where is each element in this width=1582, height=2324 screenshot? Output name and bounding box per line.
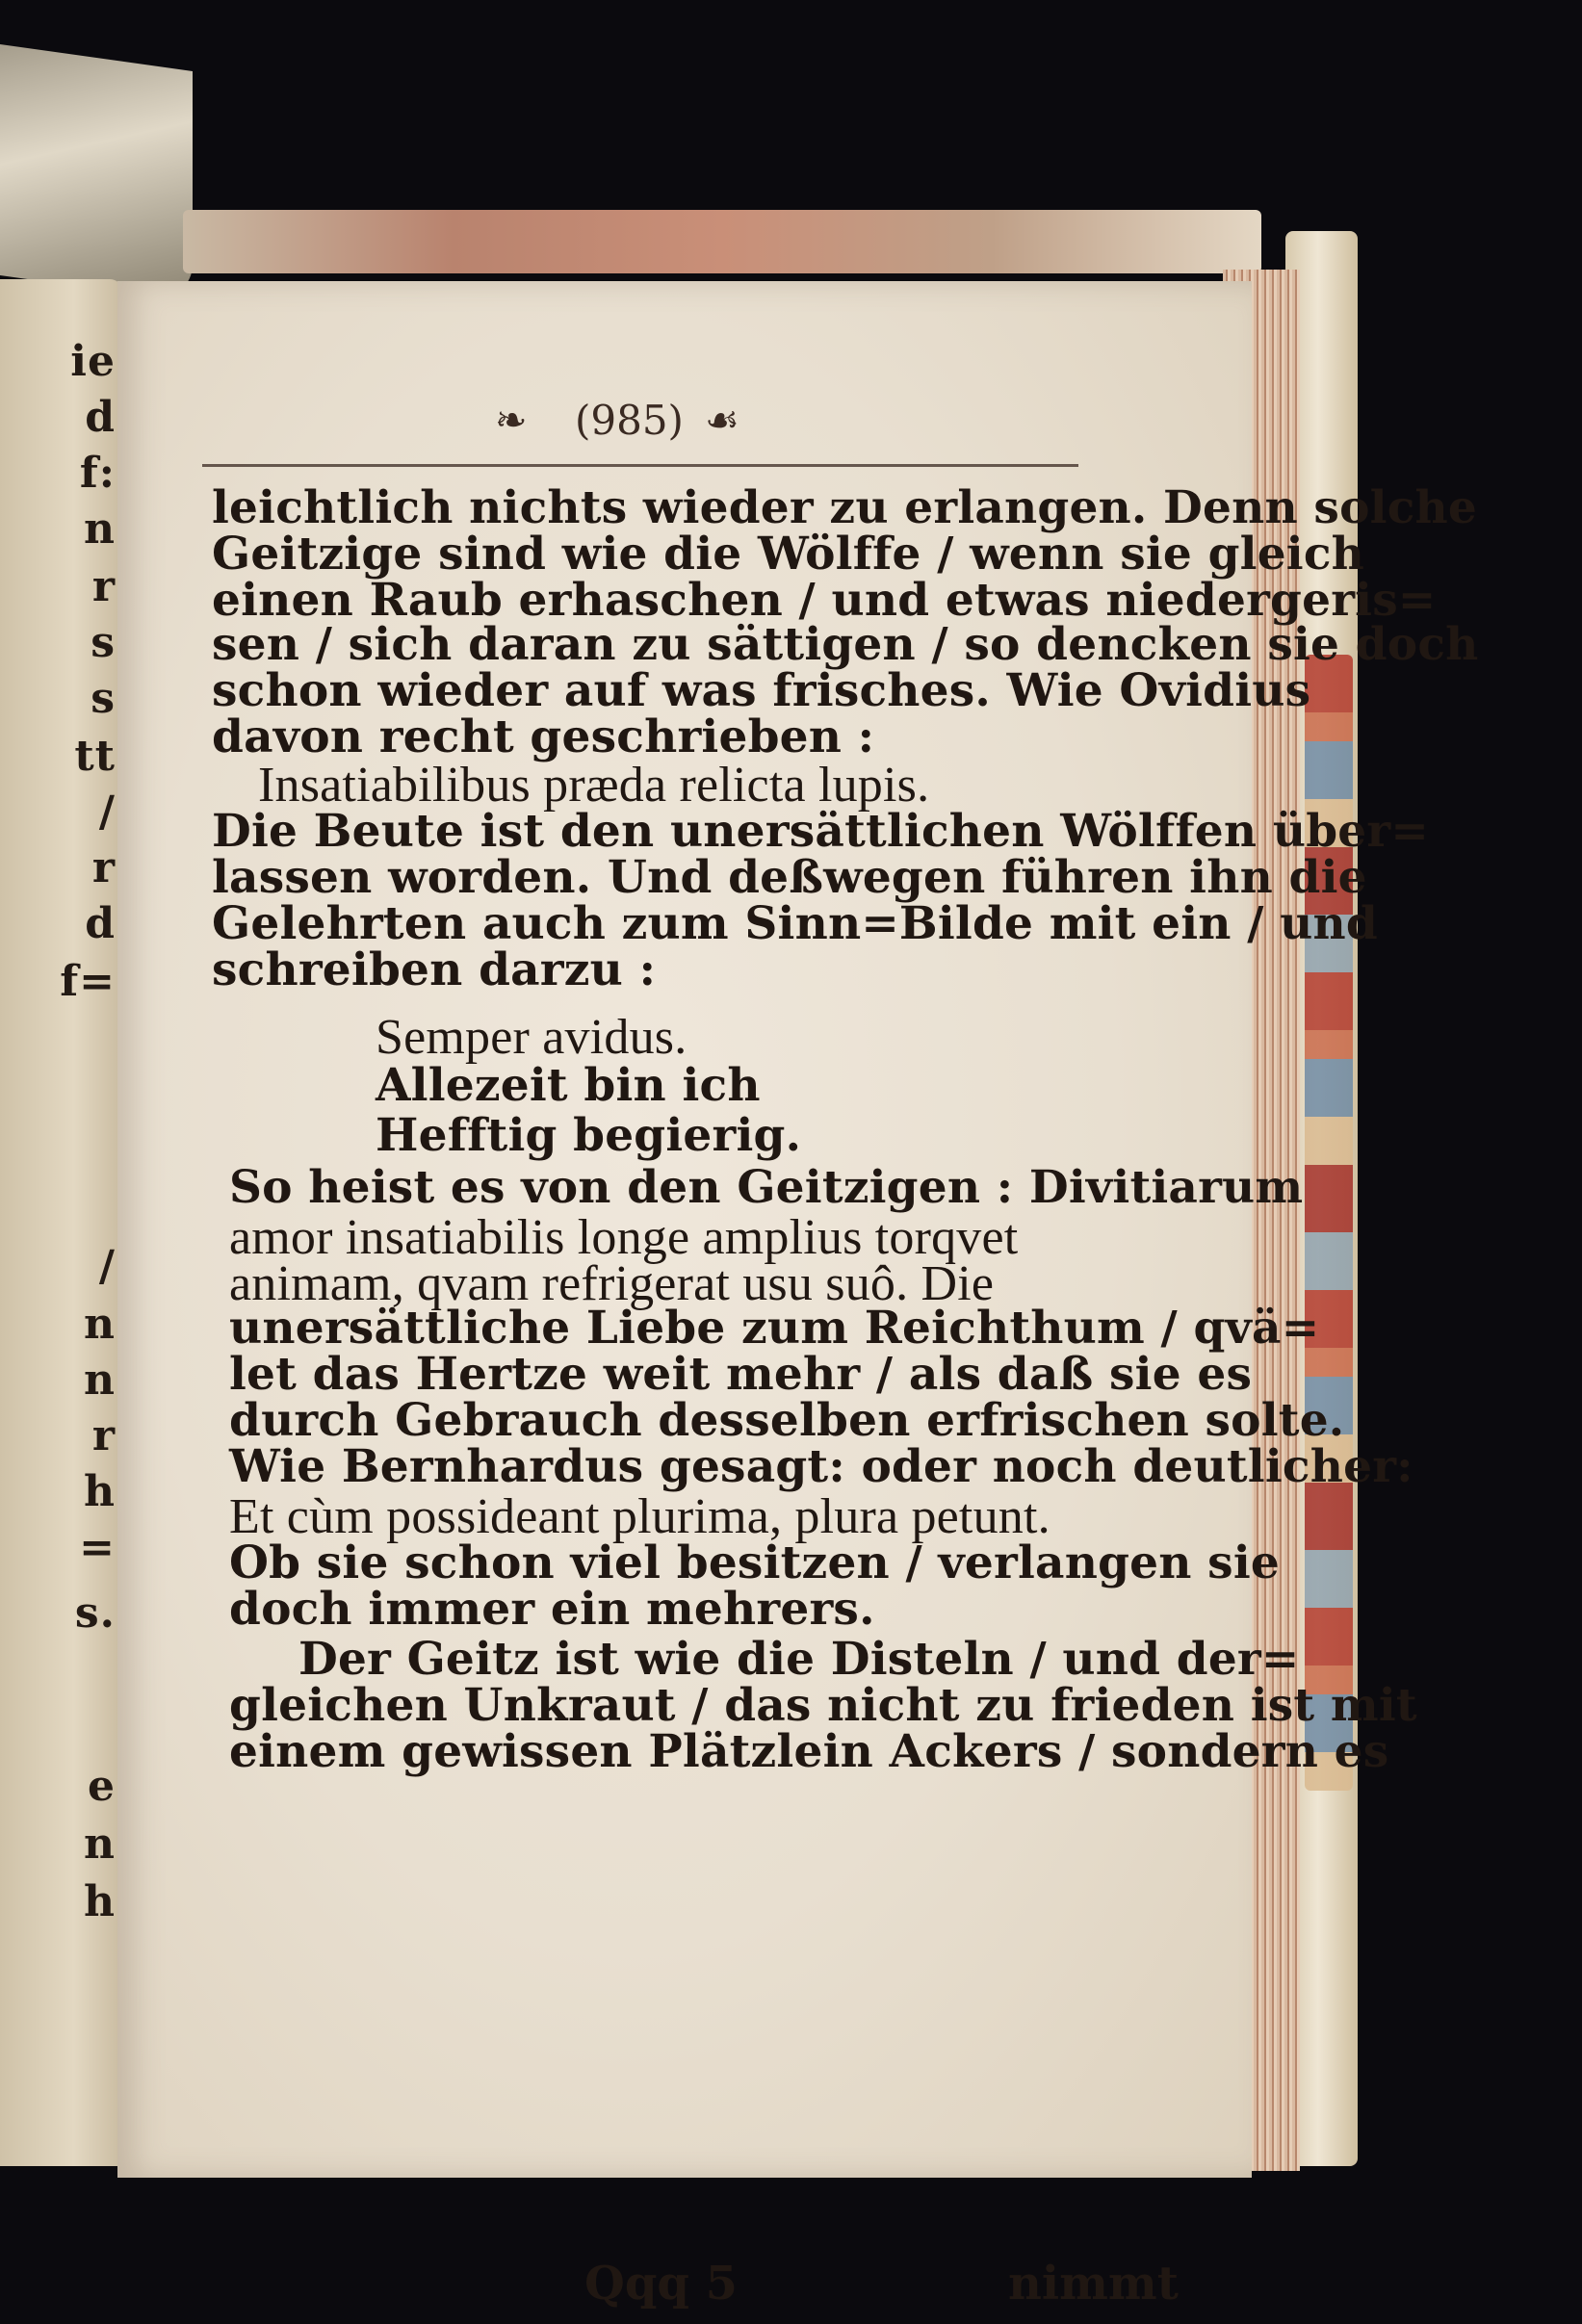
left-page-fragment: n — [84, 1356, 116, 1405]
left-page-fragment: tt — [74, 732, 116, 781]
page-header — [117, 389, 1252, 447]
text-line: leichtlich nichts wieder zu erlangen. Denn solche — [212, 481, 1477, 534]
left-page-fragment: / — [98, 1242, 116, 1291]
text-line: Wie Bernhardus gesagt: oder noch deutlicher: — [229, 1440, 1413, 1493]
text-line: einen Raub erhaschen / und etwas niedergeris= — [212, 574, 1437, 627]
ornament-left-icon: ❧ — [495, 399, 528, 443]
text-line: sen / sich daran zu sättigen / so dencken sie doch — [212, 618, 1479, 671]
left-page-fragment: f: — [79, 449, 116, 498]
text-line: Hefftig begierig. — [376, 1109, 802, 1162]
header-rule — [202, 464, 1078, 467]
left-page-fragment: n — [84, 1820, 116, 1869]
left-page-fragment: = — [79, 1523, 116, 1572]
left-page-fragment: d — [85, 899, 116, 948]
text-line: Semper avidus. — [376, 1010, 687, 1065]
text-line: So heist es von den Geitzigen : Divitiarum — [229, 1161, 1304, 1214]
text-line: Geitzige sind wie die Wölffe / wenn sie gleich — [212, 528, 1365, 581]
signature-mark: Qqq 5 — [584, 2257, 739, 2311]
left-page-fragment: s — [91, 618, 116, 667]
text-line: schreiben darzu : — [212, 943, 657, 996]
text-line: Der Geitz ist wie die Disteln / und der= — [298, 1633, 1300, 1686]
text-line: gleichen Unkraut / das nicht zu frieden ist mit — [229, 1679, 1417, 1732]
ornament-right-icon: ☙ — [705, 399, 739, 443]
text-line: animam, qvam refrigerat usu suô. Die — [229, 1256, 995, 1311]
left-page-fragment: n — [84, 504, 116, 554]
left-page-fragment: ie — [70, 337, 116, 386]
text-line: let das Hertze weit mehr / als daß sie es — [229, 1348, 1253, 1401]
text-line: Gelehrten auch zum Sinn=Bilde mit ein / und — [212, 897, 1378, 950]
text-line: Ob sie schon viel besitzen / verlangen sie — [229, 1536, 1280, 1589]
left-page-fragment: s. — [74, 1588, 116, 1638]
left-page-fragment: e — [88, 1762, 116, 1811]
left-page-fragment: d — [85, 393, 116, 442]
text-line: unersättliche Liebe zum Reichthum / qvä= — [229, 1302, 1320, 1355]
left-facing-page — [0, 279, 123, 2166]
text-line: durch Gebrauch desselben erfrischen solte. — [229, 1394, 1345, 1447]
left-page-fragment: h — [84, 1467, 116, 1516]
left-page-fragment: h — [84, 1877, 116, 1926]
left-page-fragment: / — [98, 788, 116, 837]
text-line: schon wieder auf was frisches. Wie Ovidius — [212, 664, 1311, 717]
book-top-edge — [183, 210, 1261, 273]
left-page-fragment: r — [91, 1411, 116, 1460]
text-line: einem gewissen Plätzlein Ackers / sondern es — [229, 1725, 1389, 1778]
page-number: (985) — [575, 397, 684, 444]
text-line: doch immer ein mehrers. — [229, 1583, 875, 1636]
book-page — [117, 281, 1479, 2311]
binding-strap — [0, 44, 193, 302]
left-page-fragment: r — [91, 562, 116, 611]
text-line: Insatiabilibus præda relicta lupis. — [258, 758, 930, 813]
text-line: amor insatiabilis longe amplius torqvet — [229, 1210, 1019, 1265]
text-line: Allezeit bin ich — [376, 1059, 761, 1112]
text-line: Die Beute ist den unersättlichen Wölffen über= — [212, 805, 1429, 858]
text-line: lassen worden. Und deßwegen führen ihn die — [212, 851, 1367, 904]
page-footer — [117, 2257, 1252, 2324]
left-page-fragment: s — [91, 674, 116, 723]
catchword: nimmt — [1008, 2257, 1179, 2311]
text-line: davon recht geschrieben : — [212, 710, 875, 763]
left-page-fragment: f= — [60, 957, 116, 1006]
text-line: Et cùm possideant plurima, plura petunt. — [229, 1489, 1050, 1544]
left-page-fragment: r — [91, 843, 116, 892]
left-page-fragment: n — [84, 1300, 116, 1349]
